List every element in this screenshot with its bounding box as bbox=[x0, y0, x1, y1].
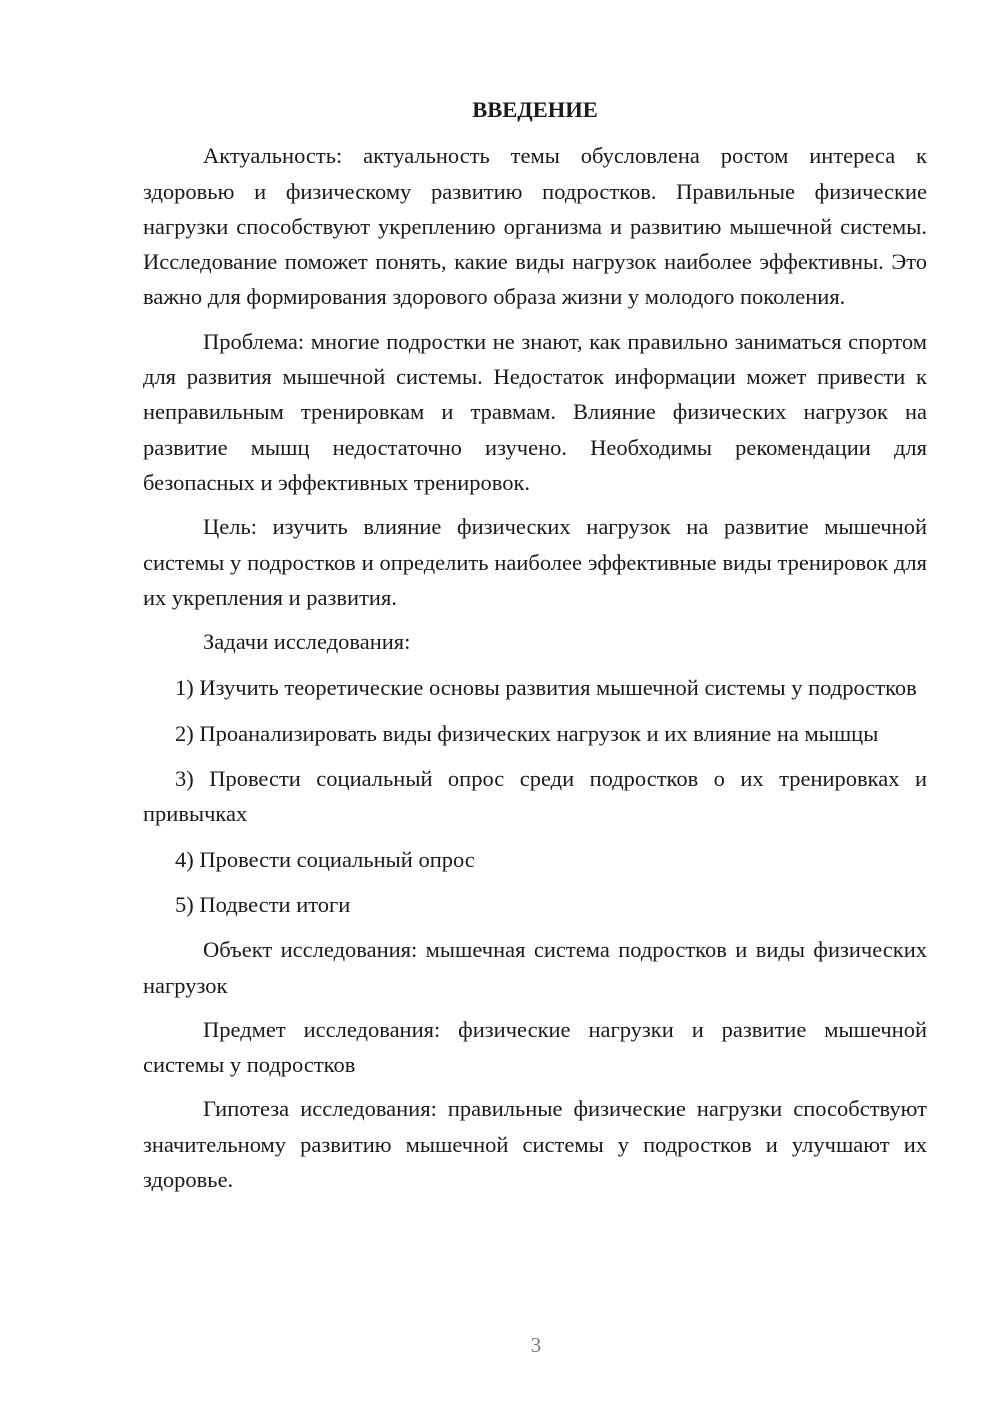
object-paragraph: Объект исследования: мышечная система подростков и виды физических нагрузок bbox=[143, 937, 927, 998]
goal-paragraph: Цель: изучить влияние физических нагрузок на развитие мышечной системы у подростков и определить наиболее эффективные виды тренировок для их укрепления и развития. bbox=[143, 514, 927, 610]
subject-paragraph: Предмет исследования: физические нагрузки и развитие мышечной системы у подростков bbox=[143, 1016, 927, 1078]
page-title: ВВЕДЕНИЕ bbox=[472, 97, 598, 122]
tasks-list bbox=[143, 670, 927, 922]
task-item-3: 3) Провести социальный опрос среди подростков о их тренировках и привычках bbox=[143, 766, 927, 827]
task-item-4: 4) Провести социальный опрос bbox=[175, 846, 475, 872]
page-content bbox=[143, 92, 927, 1206]
hypothesis-paragraph: Гипотеза исследования: правильные физические нагрузки способствуют значительному развитию мышечной системы у подростков и улучшают их здоровье. bbox=[143, 1096, 927, 1193]
problem-paragraph: Проблема: многие подростки не знают, как правильно заниматься спортом для развития мышечной системы. Недостаток информации может привести к неправильным тренировкам и травмам. Влияние физических нагрузок на развитие мышц недостаточно изучено. Необходимы рекомендации для безопасных и эффективных тренировок. bbox=[143, 328, 927, 495]
task-item-2: 2) Проанализировать виды физических нагрузок и их влияние на мышцы bbox=[175, 720, 879, 746]
tasks-heading: Задачи исследования: bbox=[203, 629, 411, 655]
task-item-5: 5) Подвести итоги bbox=[175, 891, 351, 917]
task-item-1: 1) Изучить теоретические основы развития мышечной системы у подростков bbox=[175, 675, 917, 701]
relevance-paragraph: Актуальность: актуальность темы обусловлена ростом интереса к здоровью и физическому развитию подростков. Правильные физические нагрузки способствуют укреплению организма и развитию мышечной системы. Исследование поможет понять, какие виды нагрузок наиболее эффективны. Это важно для формирования здорового образа жизни у молодого поколения. bbox=[143, 143, 927, 310]
page-number: 3 bbox=[530, 1333, 542, 1357]
